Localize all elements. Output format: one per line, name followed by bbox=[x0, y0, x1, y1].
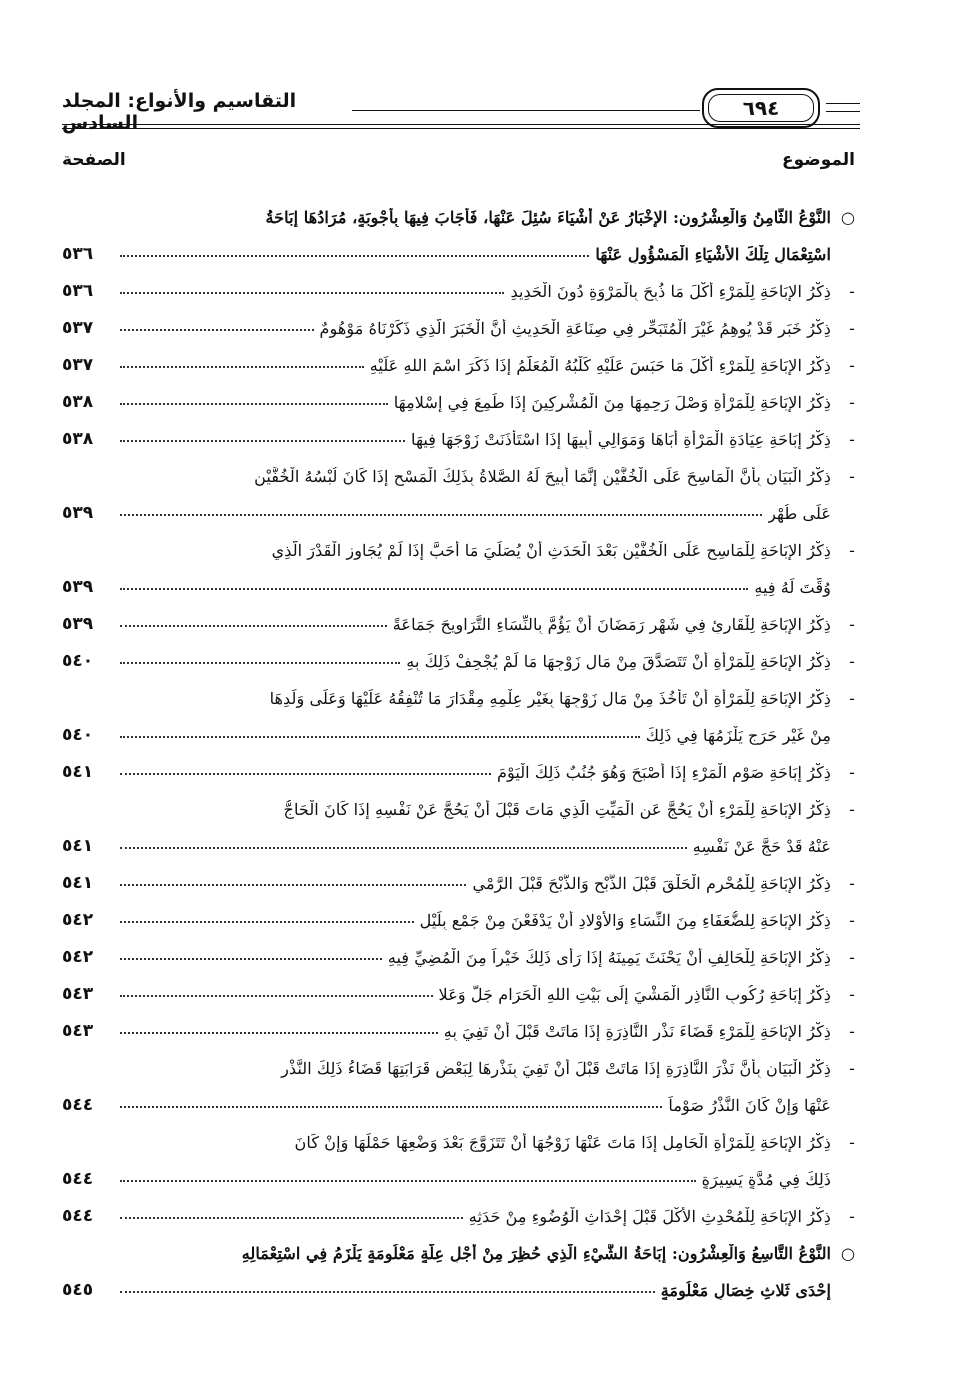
entry-title-text: ذِكْرُ الإِبَاحَةِ لِلْمَرْءِ قَضَاءَ نَذْرِ النَّاذِرَةِ إِذَا مَاتَتْ قَبْلَ أَنْ تَفِيَ بِهِ bbox=[443, 1022, 831, 1041]
running-title: التقاسيم والأنواع: المجلد السادس bbox=[62, 90, 297, 134]
entry-page-number: ٥٣٨ bbox=[62, 392, 94, 412]
dash-bullet: - bbox=[849, 282, 855, 301]
entry-title-text: عَنْهَا وَإِنْ كَانَ النَّذْرُ صَوْماً bbox=[668, 1096, 831, 1115]
circle-bullet-icon: ○ bbox=[840, 208, 855, 227]
leader-dots bbox=[120, 1172, 696, 1182]
toc-entry bbox=[62, 1004, 855, 1041]
dash-bullet: - bbox=[849, 467, 855, 486]
leader-dots bbox=[120, 876, 466, 886]
entry-title-text: ذِكْرُ إِبَاحَةِ عِيَادَةِ الْمَرْأَةِ أَبَاهَا وَمَوَالِي أَبِيهَا إِذَا اسْتَأْذَنَتْ زَوْجَهَا فِيهَا bbox=[411, 430, 831, 449]
toc-entry bbox=[62, 782, 855, 856]
toc-line bbox=[62, 893, 855, 930]
header-rule-right-top bbox=[826, 103, 860, 104]
entry-title-text: ذِكْرُ إِبَاحَةِ صَوْمِ الْمَرْءِ إِذَا أَصْبَحَ وَهُوَ جُنُبٌ ذَلِكَ الْيَوْمَ bbox=[496, 763, 831, 782]
header-rule-right-bottom bbox=[826, 111, 860, 112]
entry-page-number: ٥٣٧ bbox=[62, 355, 94, 375]
header-underline-second bbox=[62, 128, 860, 129]
leader-dots bbox=[120, 839, 687, 849]
toc-line bbox=[62, 1004, 855, 1041]
leader-dots bbox=[120, 284, 504, 294]
toc-line bbox=[62, 375, 855, 412]
toc-entry bbox=[62, 338, 855, 375]
dash-bullet: - bbox=[849, 763, 855, 782]
toc-entry bbox=[62, 1115, 855, 1189]
dash-bullet: - bbox=[849, 356, 855, 375]
entry-page-number: ٥٣٩ bbox=[62, 614, 94, 634]
leader-dots bbox=[120, 395, 388, 405]
entry-page-number: ٥٤٤ bbox=[62, 1206, 94, 1226]
toc-line bbox=[62, 523, 855, 560]
entry-title-text: ذِكْرُ الإِبَاحَةِ لِلْحَالِفِ أَنْ يَحْنَثَ يَمِينَهُ إِذَا رَأَى ذَلِكَ خَيْراً مِنَ الْمُضِيِّ فِيهِ bbox=[387, 948, 831, 967]
entry-page-number: ٥٣٩ bbox=[62, 577, 94, 597]
leader-dots bbox=[120, 1209, 463, 1219]
column-label-topic: الموضوع bbox=[782, 150, 855, 170]
toc-line bbox=[62, 1115, 855, 1152]
dash-bullet: - bbox=[849, 1022, 855, 1041]
toc-entry bbox=[62, 449, 855, 523]
toc-line bbox=[62, 190, 855, 227]
column-label-page: الصفحة bbox=[62, 150, 126, 170]
entry-page-number: ٥٤٢ bbox=[62, 947, 94, 967]
toc-entry bbox=[62, 264, 855, 301]
entry-title-text: مِنْ غَيْرِ حَرَجٍ يَلْزَمُهَا فِي ذَلِكَ bbox=[645, 726, 831, 745]
entry-title-text: ذِكْرُ الْبَيَانِ بِأَنَّ نَذْرَ النَّاذِرَةِ إِذَا مَاتَتْ قَبْلَ أَنْ تَفِيَ بِنَذْرِهَا لِبَعْضِ قَرَابَتِهَا قَضَاءُ ذَلِكَ النَّذْرِ bbox=[281, 1059, 831, 1078]
leader-dots bbox=[120, 654, 400, 664]
toc-line bbox=[62, 1263, 855, 1300]
leader-dots bbox=[120, 1098, 662, 1108]
toc-line bbox=[62, 227, 855, 264]
toc-line bbox=[62, 338, 855, 375]
entry-title-text: ذِكْرُ الإِبَاحَةِ لِلْمُحْرِمِ الْحَلْقَ قَبْلَ الذَّبْحِ وَالذَّبْحَ قَبْلَ الرَّمْيِ bbox=[472, 874, 831, 893]
entry-page-number: ٥٣٨ bbox=[62, 429, 94, 449]
toc-line bbox=[62, 745, 855, 782]
entry-page-number: ٥٤٥ bbox=[62, 1280, 94, 1300]
entry-title-text: ذِكْرُ الْبَيَانِ بِأَنَّ الْمَاسِحَ عَلَى الْخُفَّيْنِ إِنَّمَا أُبِيحَ لَهُ الصَّلاةُ بِذَلِكَ الْمَسْحِ إِذَا كَانَ لُبْسُهُ الْخُفَّيْنِ bbox=[254, 467, 831, 486]
toc-entry bbox=[62, 1041, 855, 1115]
toc-line bbox=[62, 856, 855, 893]
leader-dots bbox=[120, 358, 364, 368]
dash-bullet: - bbox=[849, 1133, 855, 1152]
dash-bullet: - bbox=[849, 948, 855, 967]
toc-entry bbox=[62, 671, 855, 745]
dash-bullet: - bbox=[849, 1059, 855, 1078]
entry-page-number: ٥٤٣ bbox=[62, 1021, 94, 1041]
toc-entry bbox=[62, 930, 855, 967]
entry-title-text: ذِكْرُ إِبَاحَةِ رُكُوبِ النَّاذِرِ الْمَشْيَ إِلَى بَيْتِ اللهِ الْحَرَامِ جَلَّ وَعَلا bbox=[438, 985, 831, 1004]
dash-bullet: - bbox=[849, 1207, 855, 1226]
table-of-contents bbox=[62, 190, 855, 1300]
leader-dots bbox=[120, 950, 382, 960]
toc-line bbox=[62, 819, 855, 856]
leader-dots bbox=[120, 728, 640, 738]
page-number: ٦٩٤ bbox=[708, 94, 814, 122]
dash-bullet: - bbox=[849, 911, 855, 930]
toc-entry bbox=[62, 634, 855, 671]
leader-dots bbox=[120, 1283, 655, 1293]
entry-title-text: ذِكْرُ خَبَرٍ قَدْ يُوهِمُ غَيْرَ الْمُتَبَحِّرِ فِي صِنَاعَةِ الْحَدِيثِ أَنَّ الْخَبَرَ الَّذِي ذَكَرْنَاهُ مَوْهُومٌ bbox=[319, 319, 831, 338]
entry-title-text: ذِكْرُ الإِبَاحَةِ لِلْمَرْءِ أَكْلَ مَا ذُبِحَ بِالْمَرْوَةِ دُونَ الْحَدِيدِ bbox=[510, 282, 831, 301]
toc-entry bbox=[62, 967, 855, 1004]
leader-dots bbox=[120, 432, 405, 442]
toc-line bbox=[62, 782, 855, 819]
entry-title-text: ذِكْرُ الإِبَاحَةِ لِلضُّعَفَاءِ مِنَ النِّسَاءِ وَالأَوْلادِ أَنْ يَدْفَعْنَ مِنْ جَمْعٍ بِلَيْلٍ bbox=[419, 911, 831, 930]
entry-title-text: ذِكْرُ الإِبَاحَةِ لِلْمَرْأَةِ أَنْ تَأْخُذَ مِنْ مَالِ زَوْجِهَا بِغَيْرِ عِلْمِهِ مِقْدَارَ مَا تُنْفِقُهُ عَلَيْهَا وَعَلَى وَلَدِهَا bbox=[269, 689, 831, 708]
entry-page-number: ٥٤٢ bbox=[62, 910, 94, 930]
toc-line bbox=[62, 264, 855, 301]
section-heading-entry bbox=[62, 190, 855, 264]
entry-page-number: ٥٤٣ bbox=[62, 984, 94, 1004]
toc-line bbox=[62, 671, 855, 708]
entry-title-text: ذِكْرُ الإِبَاحَةِ لِلْمَاسِحِ عَلَى الْخُفَّيْنِ بَعْدَ الْحَدَثِ أَنْ يُصَلِّيَ مَا أَحَبَّ إِذَا لَمْ يُجَاوِزِ الْقَدْرَ الَّذِي bbox=[271, 541, 831, 560]
toc-line bbox=[62, 634, 855, 671]
leader-dots bbox=[120, 765, 491, 775]
entry-title-text: ذِكْرُ الإِبَاحَةِ لِلْمَرْأَةِ الْحَامِلِ إِذَا مَاتَ عَنْهَا زَوْجُهَا أَنْ تَتَزَوَّجَ بَعْدَ وَضْعِهَا حَمْلَهَا وَإِنْ كَانَ bbox=[294, 1133, 831, 1152]
entry-title-text: عَلَى طُهْرٍ bbox=[768, 504, 831, 523]
toc-entry bbox=[62, 745, 855, 782]
leader-dots bbox=[120, 580, 748, 590]
entry-title-text: ذِكْرُ الإِبَاحَةِ لِلْمَرْأَةِ أَنْ تَتَصَدَّقَ مِنْ مَالِ زَوْجِهَا مَا لَمْ يُجْحِفْ ذَلِكَ بِهِ bbox=[406, 652, 831, 671]
toc-line bbox=[62, 449, 855, 486]
dash-bullet: - bbox=[849, 652, 855, 671]
entry-page-number: ٥٤٠ bbox=[62, 651, 94, 671]
header-underline bbox=[62, 124, 860, 125]
leader-dots bbox=[120, 321, 314, 331]
toc-line bbox=[62, 597, 855, 634]
circle-bullet-icon: ○ bbox=[840, 1244, 855, 1263]
leader-dots bbox=[120, 617, 387, 627]
entry-page-number: ٥٣٦ bbox=[62, 244, 94, 264]
entry-page-number: ٥٣٩ bbox=[62, 503, 94, 523]
dash-bullet: - bbox=[849, 430, 855, 449]
toc-line bbox=[62, 301, 855, 338]
toc-entry bbox=[62, 301, 855, 338]
entry-title-text: ذِكْرُ الإِبَاحَةِ لِلْقَارِئِ فِي شَهْرِ رَمَضَانَ أَنْ يَؤُمَّ بِالنِّسَاءِ التَّرَاوِيحَ جَمَاعَةً bbox=[392, 615, 831, 634]
toc-entry bbox=[62, 523, 855, 597]
leader-dots bbox=[120, 247, 589, 257]
entry-page-number: ٥٣٦ bbox=[62, 281, 94, 301]
toc-line bbox=[62, 1189, 855, 1226]
toc-line bbox=[62, 967, 855, 1004]
entry-title-text: اسْتِعْمَالِ تِلْكَ الأَشْيَاءِ الْمَسْؤُولِ عَنْهَا bbox=[595, 245, 831, 264]
toc-line bbox=[62, 412, 855, 449]
entry-title-text: ذِكْرُ الإِبَاحَةِ لِلْمَرْأَةِ وَصْلَ رَحِمِهَا مِنَ الْمُشْرِكِينَ إِذَا طَمِعَ فِي إِسْلامِهَا bbox=[393, 393, 831, 412]
entry-title-text: النَّوْعُ التَّاسِعُ وَالْعِشْرُون: إِبَاحَةُ الشَّيْءِ الَّذِي حُظِرَ مِنْ أَجْلِ عِلَّةٍ مَعْلُومَةٍ يَلْزَمُ فِي اسْتِعْمَالِهِ bbox=[241, 1244, 831, 1263]
entry-title-text: ذِكْرُ الإِبَاحَةِ لِلْمَرْءِ أَكْلَ مَا حَبَسَ عَلَيْهِ كَلْبُهُ الْمُعَلَّمُ إِذَا ذَكَرَ اسْمَ اللهِ عَلَيْهِ bbox=[369, 356, 831, 375]
entry-page-number: ٥٤٤ bbox=[62, 1169, 94, 1189]
dash-bullet: - bbox=[849, 319, 855, 338]
leader-dots bbox=[120, 1024, 438, 1034]
toc-entry bbox=[62, 375, 855, 412]
entry-title-text: ذِكْرُ الإِبَاحَةِ لِلْمُحْدِثِ الأَكْلَ قَبْلَ إِحْدَاثِ الْوُضُوءِ مِنْ حَدَثِهِ bbox=[468, 1207, 831, 1226]
dash-bullet: - bbox=[849, 615, 855, 634]
leader-dots bbox=[120, 506, 762, 516]
toc-line bbox=[62, 1078, 855, 1115]
entry-title-text: وُقِّتَ لَهُ فِيهِ bbox=[754, 578, 831, 597]
header-rule-left bbox=[352, 110, 700, 111]
entry-title-text: عَنْهُ قَدْ حَجَّ عَنْ نَفْسِهِ bbox=[692, 837, 831, 856]
leader-dots bbox=[120, 987, 433, 997]
dash-bullet: - bbox=[849, 800, 855, 819]
entry-title-text: إِحْدَى ثَلاثِ خِصَالٍ مَعْلُومَةٍ bbox=[660, 1281, 831, 1300]
toc-entry bbox=[62, 1189, 855, 1226]
leader-dots bbox=[120, 913, 414, 923]
toc-line bbox=[62, 708, 855, 745]
toc-line bbox=[62, 1041, 855, 1078]
entry-page-number: ٥٤١ bbox=[62, 762, 94, 782]
toc-entry bbox=[62, 856, 855, 893]
dash-bullet: - bbox=[849, 874, 855, 893]
section-heading-entry bbox=[62, 1226, 855, 1300]
dash-bullet: - bbox=[849, 689, 855, 708]
dash-bullet: - bbox=[849, 541, 855, 560]
entry-page-number: ٥٤١ bbox=[62, 836, 94, 856]
dash-bullet: - bbox=[849, 985, 855, 1004]
entry-page-number: ٥٤١ bbox=[62, 873, 94, 893]
toc-line bbox=[62, 486, 855, 523]
toc-line bbox=[62, 930, 855, 967]
toc-entry bbox=[62, 412, 855, 449]
page-number-frame bbox=[702, 88, 820, 128]
entry-page-number: ٥٤٤ bbox=[62, 1095, 94, 1115]
toc-line bbox=[62, 560, 855, 597]
entry-page-number: ٥٣٧ bbox=[62, 318, 94, 338]
entry-title-text: ذَلِكَ فِي مُدَّةٍ يَسِيرَةٍ bbox=[701, 1170, 831, 1189]
entry-page-number: ٥٤٠ bbox=[62, 725, 94, 745]
toc-entry bbox=[62, 597, 855, 634]
toc-line bbox=[62, 1152, 855, 1189]
entry-title-text: ذِكْرُ الإِبَاحَةِ لِلْمَرْءِ أَنْ يَحُجَّ عَنِ الْمَيِّتِ الَّذِي مَاتَ قَبْلَ أَنْ يَحُجَّ عَنْ نَفْسِهِ إِذَا كَانَ الْحَاجُّ bbox=[283, 800, 831, 819]
toc-entry bbox=[62, 893, 855, 930]
dash-bullet: - bbox=[849, 393, 855, 412]
toc-line bbox=[62, 1226, 855, 1263]
entry-title-text: النَّوْعُ الثَّامِنُ وَالْعِشْرُون: الإِخْبَارُ عَنْ أَشْيَاءَ سُئِلَ عَنْهَا، فَأَجَابَ فِيهَا بِأَجْوِبَةٍ، مُرَادُهَا إِبَاحَةُ bbox=[265, 208, 831, 227]
